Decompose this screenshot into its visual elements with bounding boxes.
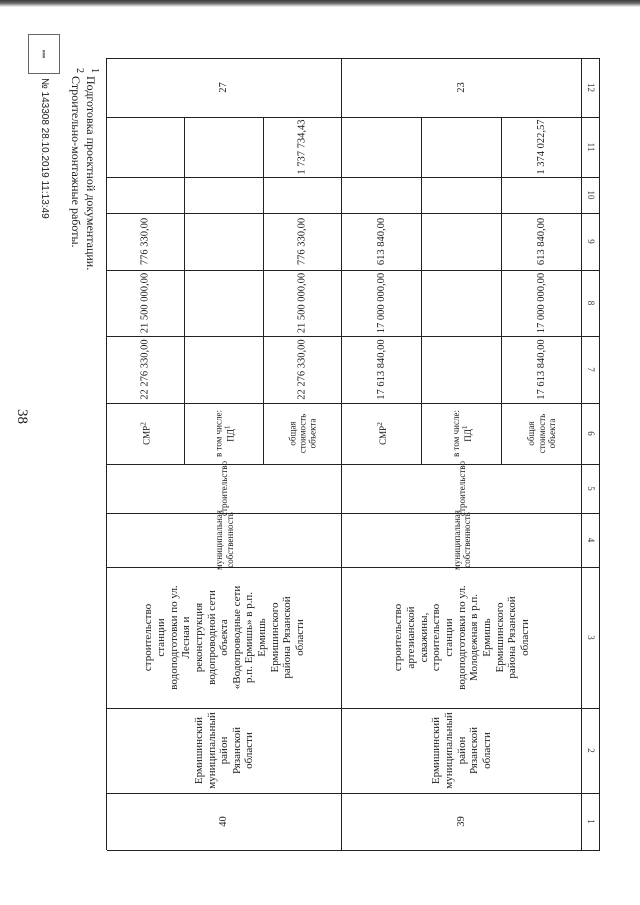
cell-cost-label-0-text: общая стоимость объекта — [287, 413, 318, 454]
cell-c10-0 — [502, 177, 582, 213]
column-number-10-text: 10 — [586, 190, 597, 200]
cell-district — [107, 708, 342, 793]
registration-seal-icon: ▦▦▦ — [28, 34, 60, 74]
cell-cost-label-2 — [342, 403, 422, 464]
column-number-2 — [582, 708, 600, 793]
cell-c10-2 — [342, 177, 422, 213]
cell-c8-2 — [342, 270, 422, 336]
column-number-10 — [582, 177, 600, 213]
cell-cost-label-1-text: в том числе: $ПД^1$ — [450, 410, 473, 457]
footnote-1: $^1$ Подготовка проектной документации. — [84, 68, 100, 271]
cell-row-number-text: 40 — [218, 816, 230, 827]
column-number-12-text: 12 — [586, 83, 597, 92]
cell-c8-0-text: 21 500 000,00 — [296, 272, 308, 334]
column-number-9-text: 9 — [586, 239, 597, 244]
cell-c9-2-text: 613 840,00 — [375, 217, 387, 266]
cell-duration-text: 27 — [218, 82, 230, 93]
cell-c11-1 — [185, 117, 263, 177]
cell-ownership-text: муниципальная собственность — [451, 510, 472, 570]
column-number-4-text: 4 — [586, 537, 597, 543]
cell-ownership — [342, 510, 582, 570]
cell-ownership-text: муниципальная собственность — [214, 510, 235, 570]
cell-row-number-text: 39 — [455, 816, 467, 827]
cell-duration — [342, 58, 582, 117]
cell-c8-0-text: 17 000 000,00 — [535, 272, 547, 334]
cell-district — [342, 708, 582, 793]
column-number-7-text: 7 — [586, 367, 597, 372]
column-number-3 — [582, 567, 600, 708]
column-number-6-text: 6 — [586, 431, 597, 436]
cell-cost-label-0-text: общая стоимость объекта — [526, 413, 558, 454]
cell-c9-2 — [107, 213, 185, 270]
page-number: 38 — [14, 409, 30, 424]
cell-c10-1 — [422, 177, 502, 213]
footnote-mark: 2 — [139, 422, 148, 426]
cell-c9-1 — [185, 213, 263, 270]
column-number-6 — [582, 403, 600, 464]
cell-work-type — [342, 461, 582, 516]
cell-row-number — [342, 793, 582, 850]
column-number-5-text: 5 — [586, 486, 597, 491]
cell-object — [342, 567, 582, 708]
cell-c9-1 — [422, 213, 502, 270]
cell-work-type-text: строительство — [219, 461, 230, 516]
cell-object-text: строительство артезианской скважины, строительство станции водоподготовки по ул. Молодежная в р.п. Ермишь Ермишинского района Рязанской области — [392, 585, 531, 690]
cell-c11-2 — [107, 117, 185, 177]
cell-cost-label-2-text: СМР$^2$ — [139, 422, 152, 445]
cell-c11-0 — [502, 117, 582, 177]
column-number-3-text: 3 — [586, 635, 597, 640]
cell-c7-0-text: 17 613 840,00 — [535, 339, 547, 400]
column-number-2-text: 2 — [586, 748, 597, 753]
cell-c11-2 — [342, 117, 422, 177]
cell-cost-label-0 — [264, 403, 342, 464]
cell-c8-0 — [264, 270, 342, 336]
cell-c9-0 — [502, 213, 582, 270]
cell-c9-0 — [264, 213, 342, 270]
cell-c8-1 — [422, 270, 502, 336]
cell-c7-0-text: 22 276 330,00 — [296, 339, 308, 400]
column-number-8 — [582, 270, 600, 336]
cell-c11-1 — [422, 117, 502, 177]
column-number-11-text: 11 — [586, 142, 597, 152]
cell-c11-0 — [264, 117, 342, 177]
column-number-8-text: 8 — [586, 300, 597, 306]
cell-c8-1 — [185, 270, 263, 336]
cell-c11-0-text: 1 737 734,43 — [296, 119, 308, 175]
column-number-9 — [582, 213, 600, 270]
cell-cost-label-1-text: в том числе: $ПД^1$ — [213, 410, 236, 457]
cell-c8-2 — [107, 270, 185, 336]
cell-duration — [107, 58, 342, 117]
cell-c10-0 — [264, 177, 342, 213]
cell-c9-2 — [342, 213, 422, 270]
cell-c11-0-text: 1 374 022,57 — [535, 119, 547, 175]
cell-cost-label-0 — [502, 403, 582, 464]
footnote-mark: 1 — [222, 425, 232, 430]
cell-cost-label-2-text: СМР$^2$ — [374, 422, 388, 445]
cell-duration-text: 23 — [455, 82, 467, 93]
cell-cost-label-1 — [422, 403, 502, 464]
column-number-11 — [582, 117, 600, 177]
cell-c7-0 — [264, 336, 342, 403]
cell-c7-2-text: 22 276 330,00 — [140, 339, 152, 400]
cell-c8-2-text: 17 000 000,00 — [375, 272, 387, 334]
cell-c7-2 — [342, 336, 422, 403]
cell-cost-label-1 — [185, 403, 263, 464]
cell-work-type — [107, 461, 342, 516]
cell-cost-label-2 — [107, 403, 185, 464]
column-number-1-text: 1 — [586, 819, 597, 824]
column-number-7 — [582, 336, 600, 403]
footnote-2: $^2$ Строительно-монтажные работы. — [69, 68, 85, 248]
cell-district-text: Ермишинский муниципальный район Рязанской области — [192, 712, 256, 789]
cell-work-type-text: строительство — [456, 461, 467, 516]
cell-row-number — [107, 793, 342, 850]
column-number-4 — [582, 513, 600, 567]
cell-c7-2 — [107, 336, 185, 403]
footnote-mark: 1 — [460, 425, 469, 430]
footnote-mark: 2 — [374, 422, 384, 426]
cell-c7-0 — [502, 336, 582, 403]
cell-district-text: Ермишинский муниципальный район Рязанской области — [430, 712, 493, 789]
cell-c7-2-text: 17 613 840,00 — [375, 339, 387, 400]
cell-c9-0-text: 776 330,00 — [296, 217, 308, 266]
column-number-5 — [582, 464, 600, 513]
column-number-1 — [582, 793, 600, 850]
document-stamp: № 143308 28.10.2019 11:13:49 — [39, 78, 50, 219]
cell-object-text: строительство станции водоподготовки по ул. Лесная и реконструкция водопроводной сети объекта «Водопроводные сети р.п. Ермишь» в р.п. Ермишь Ермишинского района Рязанской области — [142, 585, 307, 690]
column-number-12 — [582, 58, 600, 117]
cell-c8-2-text: 21 500 000,00 — [140, 272, 152, 334]
cell-object — [107, 567, 342, 708]
cell-c9-2-text: 776 330,00 — [140, 217, 152, 266]
cell-c7-1 — [185, 336, 263, 403]
cell-c9-0-text: 613 840,00 — [535, 217, 547, 266]
cell-c7-1 — [422, 336, 502, 403]
cell-c10-2 — [107, 177, 185, 213]
column-rule — [107, 850, 600, 851]
cell-c10-1 — [185, 177, 263, 213]
cell-ownership — [107, 510, 342, 570]
cell-c8-0 — [502, 270, 582, 336]
